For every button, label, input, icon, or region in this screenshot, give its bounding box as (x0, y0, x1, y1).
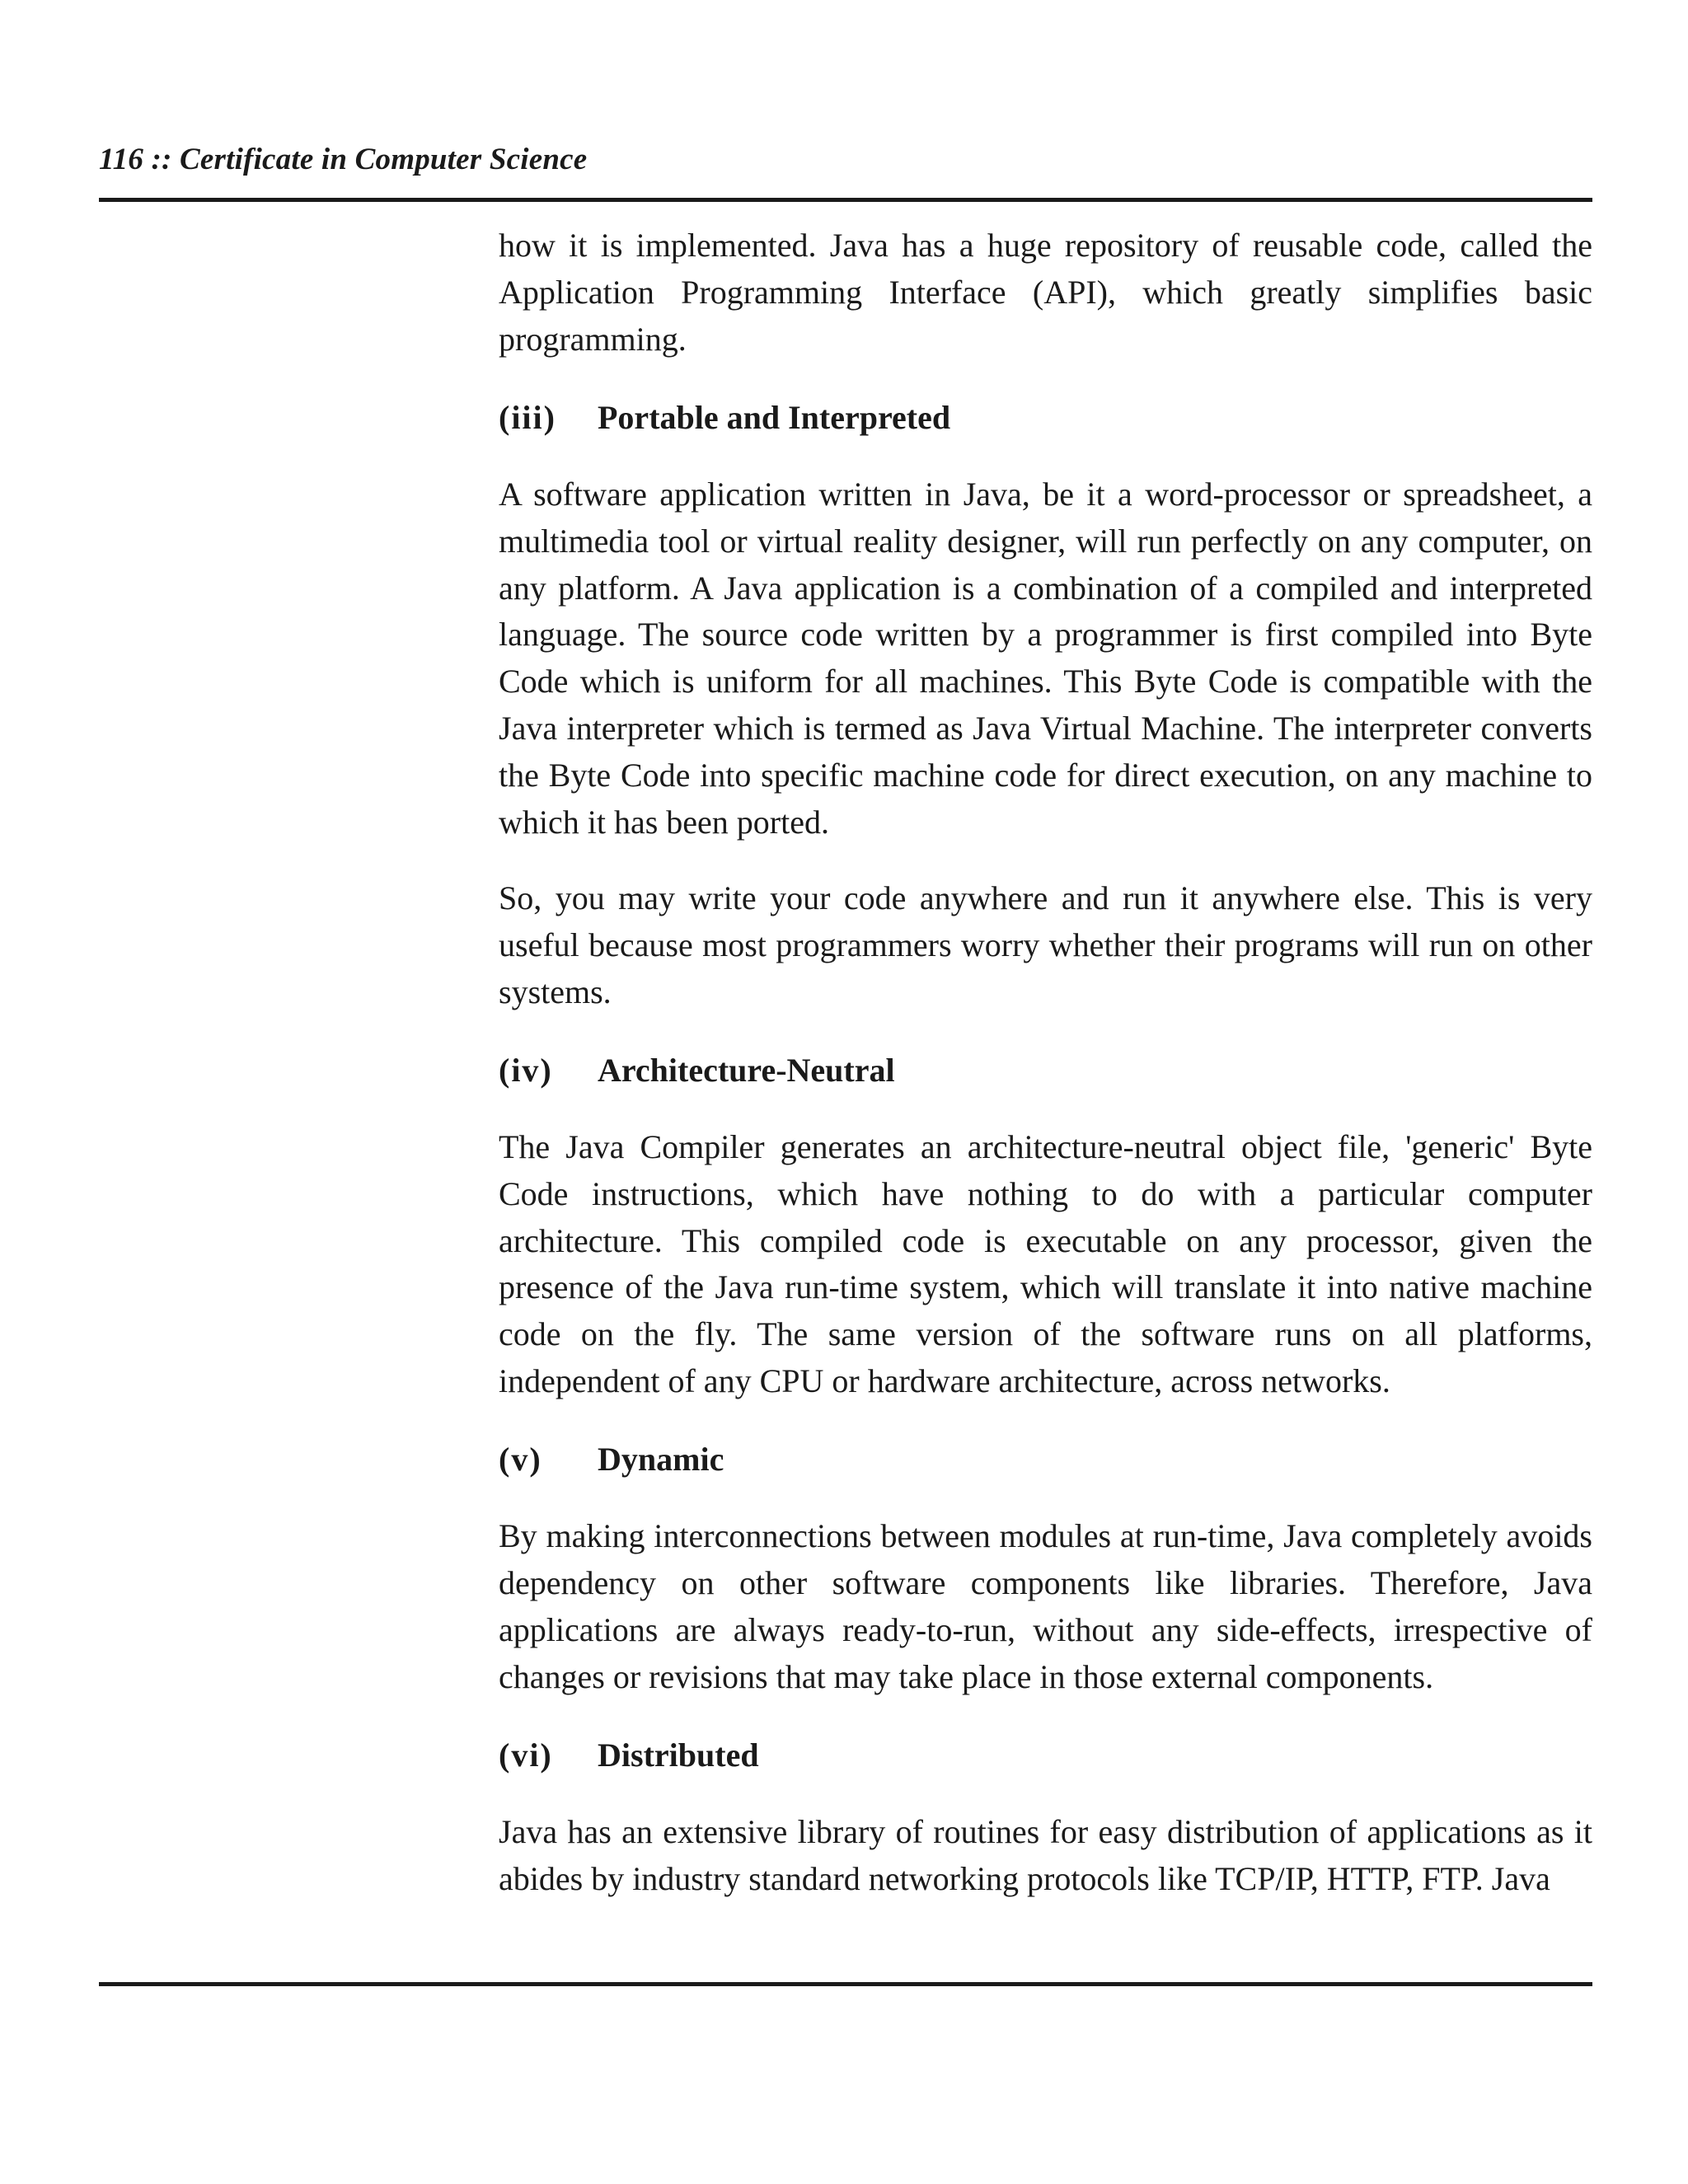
section-number: (iii) (499, 398, 556, 436)
section-title: Distributed (598, 1736, 759, 1774)
intro-paragraph: how it is implemented. Java has a huge repository of reusable code, called the Application Programming Interface (API), which greatly simplifies basic programming. (499, 227, 1592, 358)
section-title: Portable and Interpreted (598, 398, 951, 436)
section-number: (v) (499, 1441, 542, 1479)
footer-rule (99, 1982, 1592, 1986)
section-title: Architecture-Neutral (598, 1051, 895, 1089)
section-heading-dynamic (499, 1436, 1592, 1483)
section-title: Dynamic (598, 1441, 724, 1479)
section-number: (vi) (499, 1736, 553, 1774)
running-head: 116 :: Certificate in Computer Science (99, 143, 588, 176)
section-number: (iv) (499, 1051, 553, 1089)
page-body (499, 223, 1592, 1903)
paragraph-portable-1: A software application written in Java, be it a word-processor or spreadsheet, a multimedia tool or virtual reality designer, will run perfectly on any computer, on any platform. A Java application is a combination of a compiled and interpreted language. The source code written by a programmer is first compiled into Byte Code which is uniform for all machines. This Byte Code is compatible with the Java interpreter which is termed as Java Virtual Machine. The interpreter converts the Byte Code into specific machine code for direct execution, on any machine to which it has been ported. (499, 475, 1592, 841)
header-rule (99, 198, 1592, 202)
section-heading-architecture (499, 1047, 1592, 1094)
section-heading-portable (499, 395, 1592, 441)
paragraph-distributed: Java has an extensive library of routines for easy distribution of applications as it abides by industry standard networking protocols like TCP/IP, HTTP, FTP. Java (499, 1812, 1592, 1897)
paragraph-architecture: The Java Compiler generates an architecture-neutral object file, 'generic' Byte Code instructions, which have nothing to do with a particular computer architecture. This compiled code is executable on any processor, given the presence of the Java run-time system, which will translate it into native machine code on the fly. The same version of the software runs on all platforms, independent of any CPU or hardware architecture, across networks. (499, 1127, 1592, 1400)
paragraph-dynamic: By making interconnections between modules at run-time, Java completely avoids dependency on other software components like libraries. Therefore, Java applications are always ready-to-run, without any side-effects, irrespective of changes or revisions that may take place in those external components. (499, 1517, 1592, 1695)
paragraph-portable-2: So, you may write your code anywhere and run it anywhere else. This is very useful because most programmers worry whether their programs will run on other systems. (499, 879, 1592, 1010)
section-heading-distributed (499, 1732, 1592, 1779)
